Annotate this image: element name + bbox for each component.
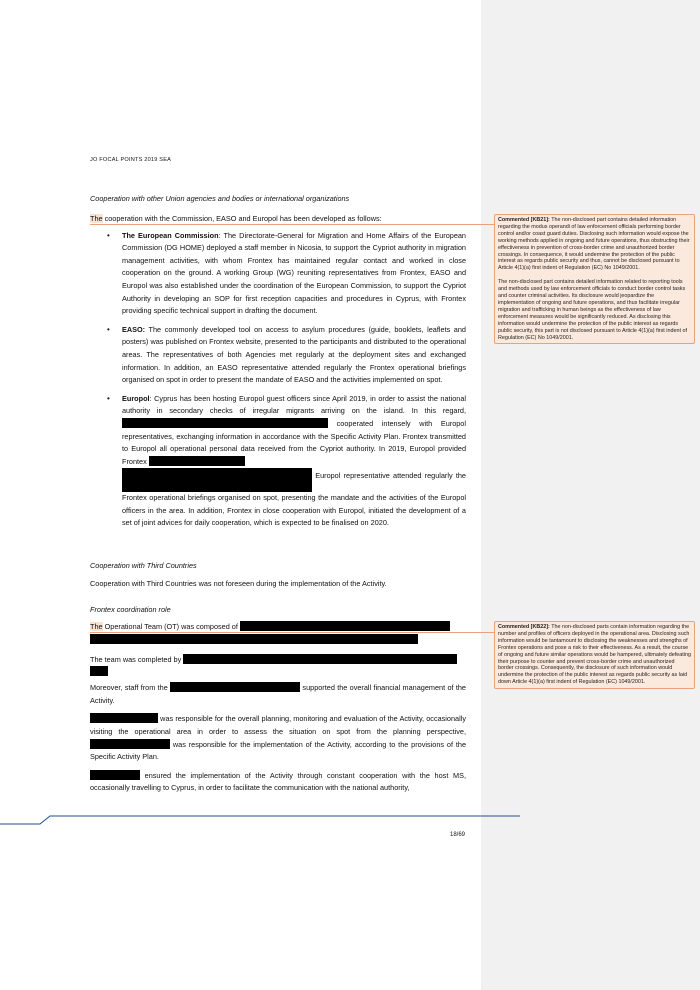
section-heading: Cooperation with Third Countries [90,561,197,570]
section-union-cooperation [90,193,466,206]
bullet-label: The European Commission [122,230,219,240]
comment-label: Commented [KB21]: [498,217,550,223]
paragraph-text: was responsible for the overall planning, monitoring and evaluation of the Activity, occasionally visiting the operational area in order to assess the situation on spot from the planning perspective, [90,714,466,736]
redaction-block [183,654,457,664]
redaction-block [90,713,158,723]
bullet-text: cooperated intensely with Europol representatives, exchanging information in accordance with the Specific Activity Plan. Frontex transmitted to Europol all operational personal data received from the Cypriot authority. In 2019, Europol provided Frontex [122,418,466,466]
comment-text [498,624,691,686]
list-item [90,230,466,318]
list-item [90,393,466,530]
comment-balloon-kb22[interactable] [494,621,695,689]
section-union-body [90,213,466,536]
comment-anchor-kb22[interactable]: The [90,622,103,631]
comment-label: Commented [KB22]: [498,624,550,630]
intro-text: cooperation with the Commission, EASO and Europol has been developed as follows: [102,214,382,223]
redaction-block [122,468,312,492]
comment-body: The non-disclosed part contains detailed information related to reporting tools and methods used by law enforcement officials to conduct border control tasks and counter criminal activities. Its disclosure would jeopardize the implementation of ongoing and future operations, and thus facilitate irregular migration and trafficking in human beings as the effectiveness of law enforcement measures would be significantly reduced. As disclosing this information would undermine the protection of the public interest as regards public security, this part is not disclosed pursuant to Article 4(1)(a) first indent of Regulation (EC) No 1049/2001. [498,279,687,341]
paragraph-text: ensured the implementation of the Activity through constant cooperation with the host MS, occasionally travelling to Cyprus, in order to facilitate the communication with the national authority, [90,770,466,793]
redaction-block [240,621,450,631]
section-third-countries [90,560,466,590]
paragraph-text: The team was completed by [90,654,182,664]
paragraph-text: supported the overall financial management of the Activity. [90,683,466,705]
redaction-block [90,739,170,749]
staff-paragraph [90,682,466,707]
comment-anchor-kb21[interactable]: The [90,214,103,223]
comments-pane [481,0,700,990]
redaction-block [149,456,245,466]
section-role-body [90,621,466,795]
redaction-block [90,770,140,780]
page-number: 18/69 [450,832,466,838]
comment-balloon-kb21[interactable] [494,214,695,344]
paragraph: Cooperation with Third Countries was not foreseen during the implementation of the Activity. [90,578,387,588]
footer-rule [0,812,700,826]
redaction-block [122,418,328,428]
team-paragraph [90,654,466,667]
running-header: JO FOCAL POINTS 2019 SEA [90,157,172,163]
bullet-text: : Cyprus has been hosting Europol guest officers since April 2019, in order to assist the national authority in secondary checks of irregular migrants arriving on the island. In this regard, [122,393,466,416]
comment-text [498,217,691,272]
list-item [90,324,466,387]
bullet-text: The commonly developed tool on access to asylum procedures (guide, booklets, leaflets and posters) was published on Frontex website, presented to the participants and distributed to the operational areas. The representatives of both Agencies met regularly at the deployment sites and exchanged information. In addition, an EASO representative attended regularly the Frontex operational briefings organised on spot in order to present the mandate of EASO and the activities implemented on spot. [122,324,466,385]
bullet-text: : The Directorate-General for Migration and Home Affairs of the European Commission (DG HOME) deployed a staff member in Nicosia, to support the Cypriot authority in migration management activities, with whom Frontex has maintained regular contact and worked in close cooperation on the ground. A working Group (WG) reuniting representatives from Frontex, EASO and Europol was also established under the coordination of the European Commission, to support the Cypriot Authority in developing an SOP for first reception capacities and procedures in Cyprus, with Frontex providing specific technical support in drafting the document. [122,230,466,316]
paragraph-text: was responsible for the implementation of the Activity, according to the provisions of the Specific Activity Plan. [90,739,466,762]
bullet-label: Europol [122,393,150,403]
comment-body: The non-disclosed parts contain information regarding the number and profiles of officers deployed in the operational area. Disclosing such information would be tantamount to disclosing the weaknesses and strengths of Frontex operations and pose a risk to their effectiveness. As a result, the course of ongoing and future similar operations would be hampered, ultimately defeating their purpose to counter and prevent cross-border crime and unauthorized border crossings. Consequently, the disclosure of such information would undermine the protection of the public interest as regards public security as laid down Article 4(1)(a) first indent of Regulation (EC) 1049/2001. [498,624,691,686]
bullet-label: EASO: [122,324,146,334]
responsibility-paragraph [90,713,466,763]
redaction-block [170,682,300,692]
comment-body: The non-disclosed part contains detailed information regarding the modus operandi of law enforcement officials performing border control and/or coast guard duties. Disclosing such information would expose the working methods applied in ongoing and future operations, thus obstructing their effectiveness in prevention of cross-border crime and unauthorized border crossings. In consequence, it would undermine the protection of the public interest as regards public security and thus, cannot be disclosed pursuant to Article 4(1)(a) first indent of Regulation (EC) No 1049/2001. [498,217,690,272]
comment-connector [90,224,494,225]
section-heading: Cooperation with other Union agencies and bodies or international organizations [90,194,350,203]
section-heading: Frontex coordination role [90,605,171,614]
section-frontex-role [90,604,466,617]
redaction-block [90,666,108,676]
comment-connector [90,632,494,633]
redaction-block [90,634,418,644]
paragraph-text: Moreover, staff from the [90,683,168,693]
paragraph-text: Operational Team (OT) was composed of [102,622,238,631]
implementation-paragraph [90,770,466,795]
bullet-text: Europol representative attended regularly the Frontex operational briefings organised on spot, presenting the mandate and the activities of the Europol officers in the area. In addition, Frontex in close cooperation with Europol, initiated the development of a set of joint advices for daily cooperation, which is expected to be finalised on 2020. [122,471,466,528]
agency-bullet-list [90,230,466,530]
